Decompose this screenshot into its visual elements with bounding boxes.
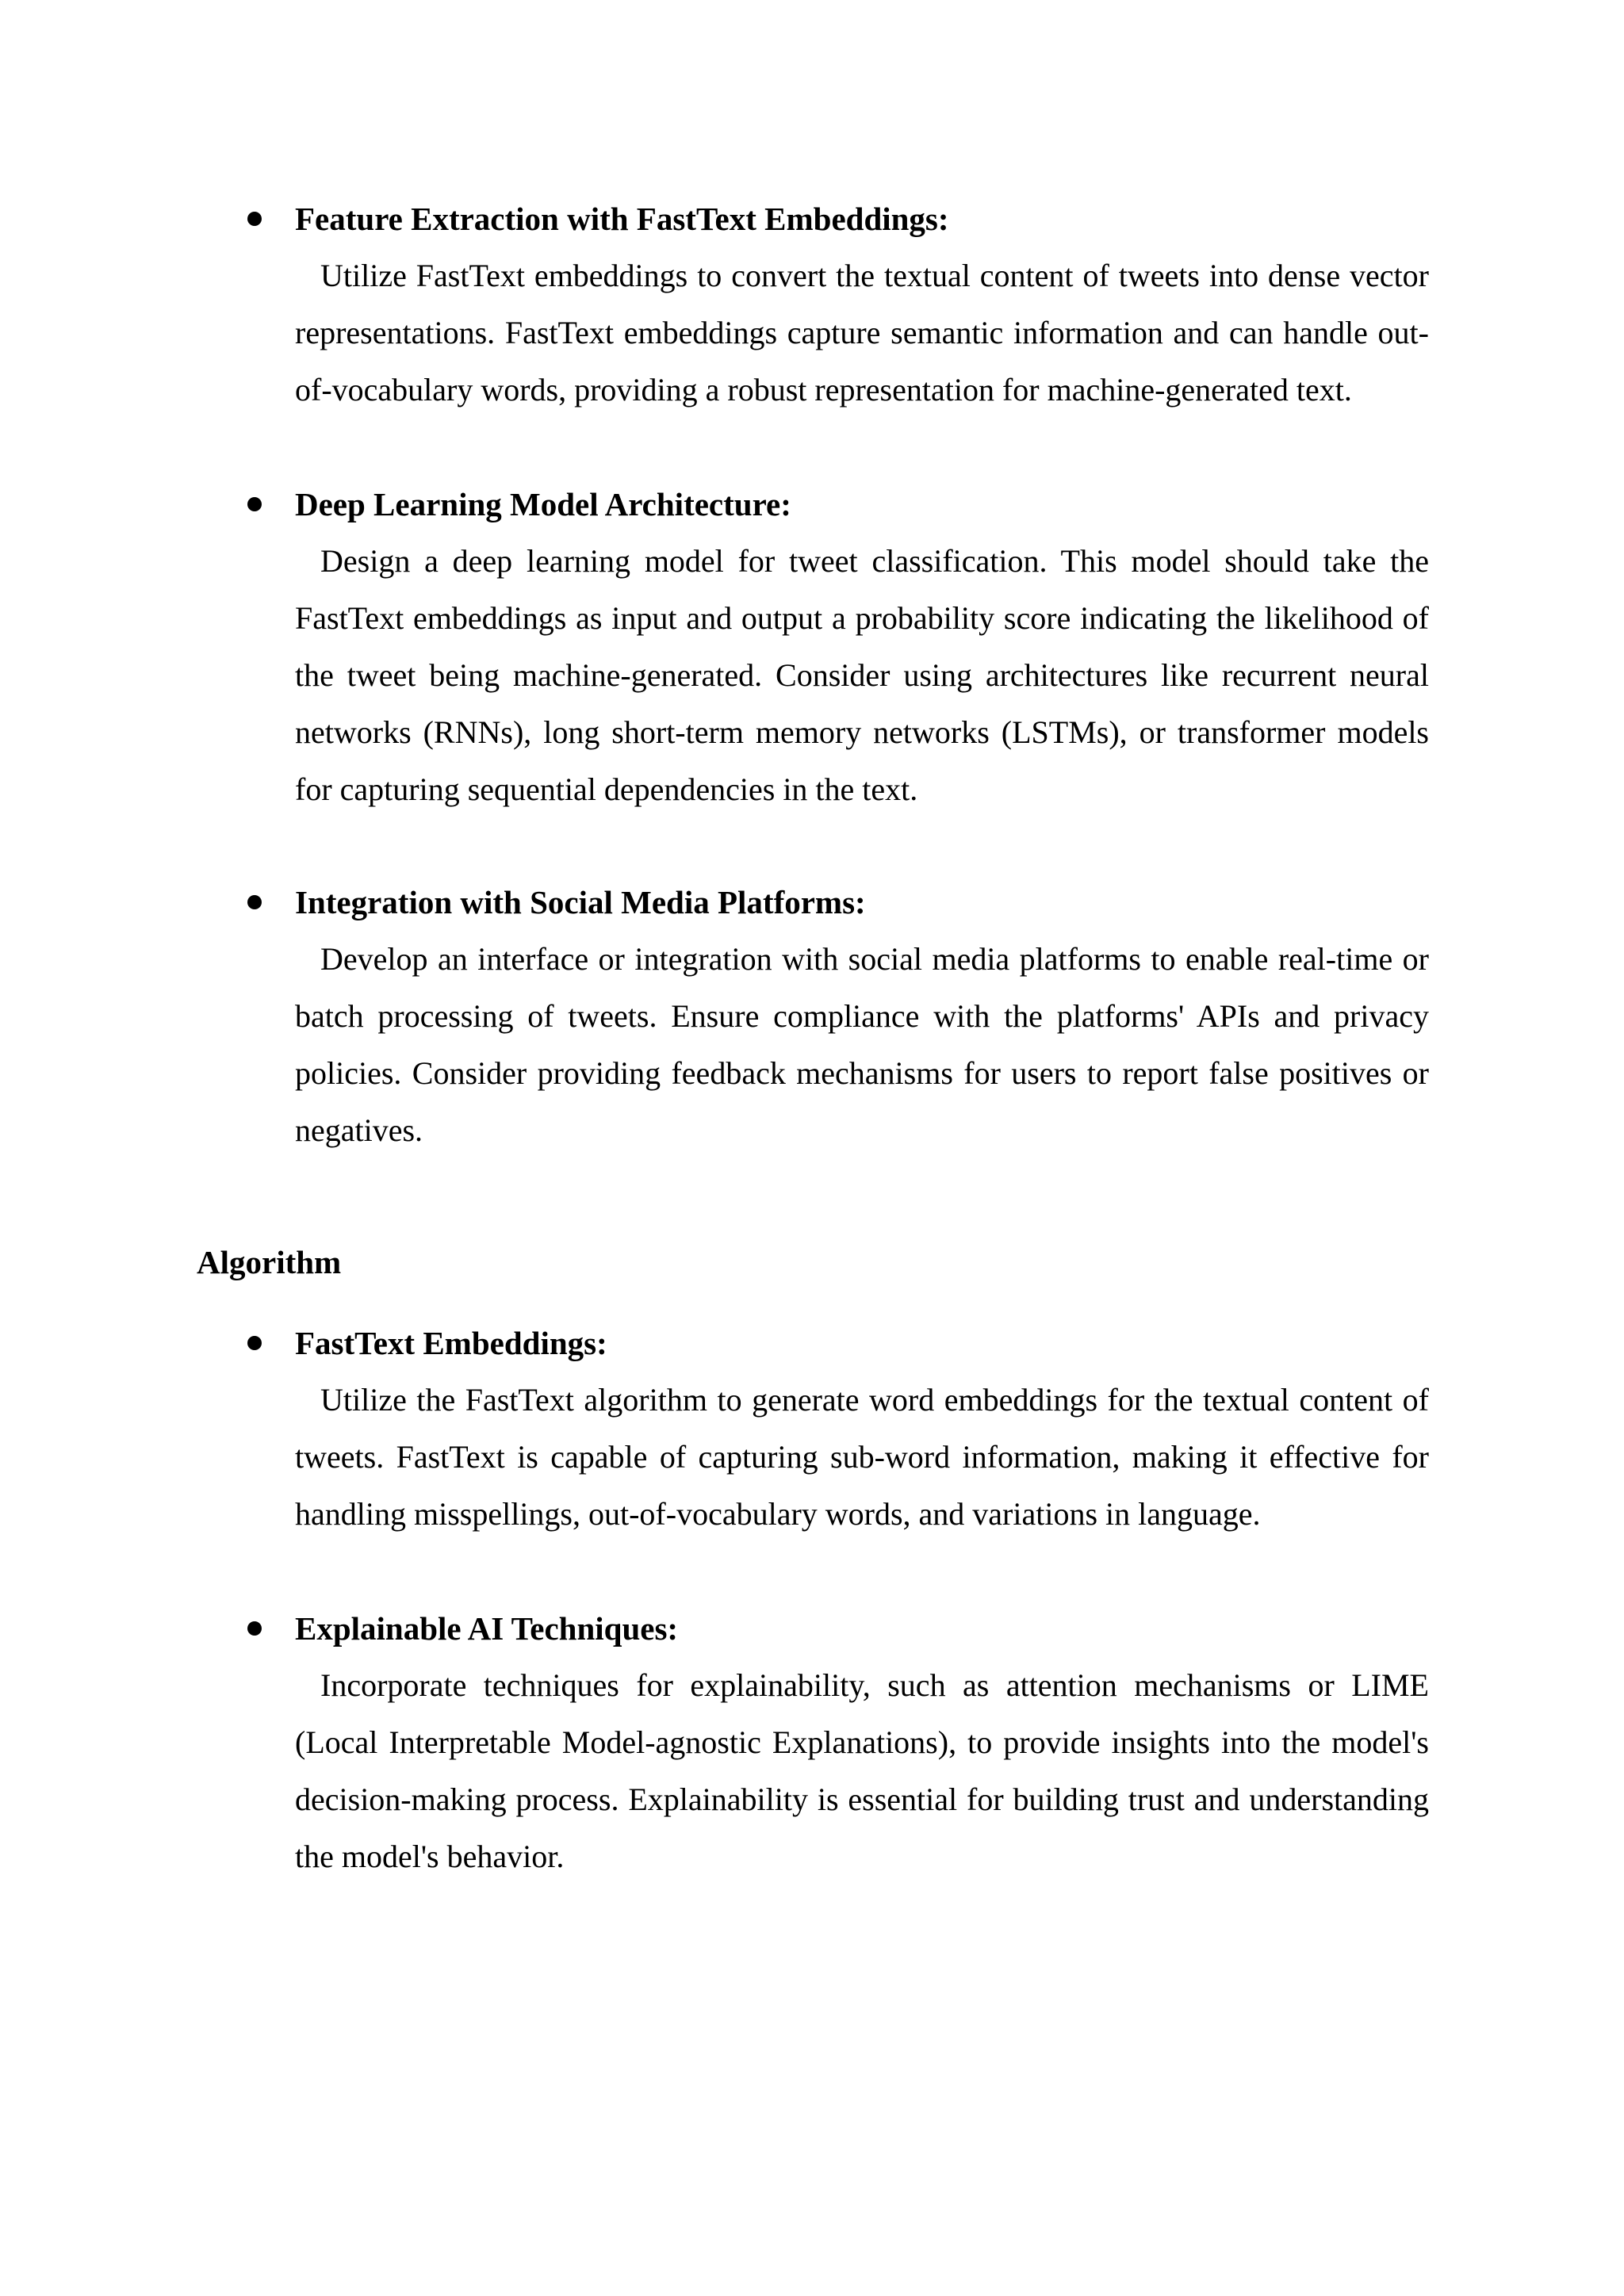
- bullet-item-explainable-ai: [0, 1600, 1624, 1657]
- bullet-icon: [247, 497, 262, 511]
- bullet-icon: [247, 1621, 262, 1636]
- bullet-heading: Deep Learning Model Architecture:: [295, 486, 791, 522]
- section-heading-algorithm: Algorithm: [197, 1244, 342, 1280]
- bullet-body: Utilize FastText embeddings to convert the textual content of tweets into dense vector representations. FastText embeddings capture semantic information and can handle out-of-vocabulary words, providing a robust representation for machine-generated text.: [295, 258, 1429, 408]
- bullet-item-feature-extraction: [0, 190, 1624, 247]
- bullet-body: Develop an interface or integration with social media platforms to enable real-time or batch processing of tweets. Ensure compliance with the platforms' APIs and privacy policies. Consider providing feedback mechanisms for users to report false positives or negatives.: [295, 941, 1429, 1148]
- bullet-item-fasttext-embeddings: [0, 1314, 1624, 1372]
- bullet-heading: Integration with Social Media Platforms:: [295, 884, 866, 920]
- bullet-icon: [247, 895, 262, 909]
- bullet-icon: [247, 1336, 262, 1350]
- bullet-body: Incorporate techniques for explainability, such as attention mechanisms or LIME (Local Interpretable Model-agnostic Explanations), to provide insights into the model's decision-making process. Explainability is essential for building trust and understanding the model's behavior.: [295, 1667, 1429, 1874]
- bullet-heading: Feature Extraction with FastText Embeddings:: [295, 201, 949, 237]
- bullet-body: Utilize the FastText algorithm to generate word embeddings for the textual content of tweets. FastText is capable of capturing sub-word information, making it effective for handling misspellings, out-of-vocabulary words, and variations in language.: [295, 1382, 1429, 1532]
- bullet-heading: Explainable AI Techniques:: [295, 1610, 679, 1647]
- bullet-item-integration: [0, 874, 1624, 931]
- bullet-item-deep-learning: [0, 476, 1624, 533]
- bullet-heading: FastText Embeddings:: [295, 1325, 607, 1361]
- bullet-body: Design a deep learning model for tweet classification. This model should take the FastText embeddings as input and output a probability score indicating the likelihood of the tweet being machine-generated. Consider using architectures like recurrent neural networks (RNNs), long short-term memory networks (LSTMs), or transformer models for capturing sequential dependencies in the text.: [295, 543, 1429, 807]
- bullet-icon: [247, 212, 262, 226]
